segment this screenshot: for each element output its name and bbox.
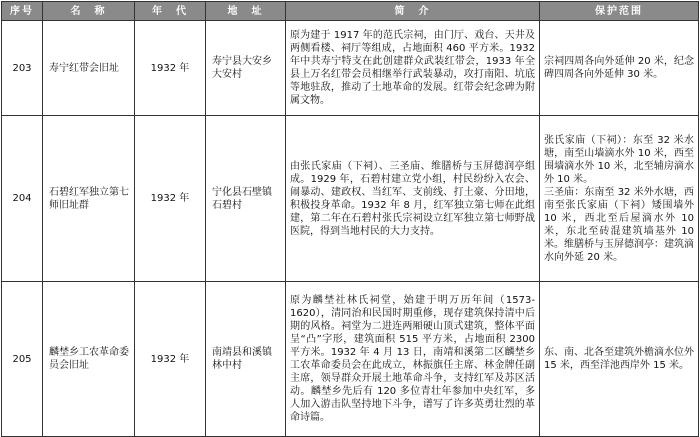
row-name: 石碧红军独立第七师旧址群 (43, 116, 135, 282)
row-name: 寿宁红带会旧址 (43, 21, 135, 116)
row-address: 南靖县和溪镇林中村 (206, 282, 286, 437)
protection-text: 三圣庙：东南至 32 米外水塘，西南至张氏家庙（下祠）矮围墙外 10 米，西北至后屋滴水外 10 米，东北至砖混建筑墙基外 10 米。维膳桥与玉屏德润亭：建筑滴水向外延 20 米。 (544, 186, 694, 263)
row-protection (540, 282, 699, 437)
header-name: 名 称 (43, 2, 135, 21)
row-no: 204 (2, 116, 43, 282)
row-no: 205 (2, 282, 43, 437)
protection-text: 张氏家庙（下祠）：东至 32 米水塘，南至山墙滴水外 10 米，西至围墙滴水外 10 米，北至辅房滴水外 10 米。 (544, 134, 694, 185)
table-row (2, 21, 699, 116)
row-intro: 原为麟埜社林氏祠堂，始建于明万历年间（1573-1620），清同治和民国时期重修，现存建筑保持清中后期的风格。祠堂为二进连两厢硬山顶式建筑，整体平面呈“凸”字形，建筑面积 515 平方米，占地面积 2300 平方米。1932 年 4 月 13 日，南靖和溪第二区麟埜乡工农革命委员会在此成立，林振旗任主席、林金牌任副主席，领导群众开展土地革命斗争，支持红军及苏区活动。麟埜乡先后有 120 多位青壮年参加中央红军，多人加入游击队坚持地下斗争，谱写了许多英勇壮烈的革命诗篇。 (286, 282, 540, 437)
header-address: 地 址 (206, 2, 286, 21)
row-no: 203 (2, 21, 43, 116)
header-no: 序号 (2, 2, 43, 21)
header-era: 年 代 (135, 2, 206, 21)
row-era: 1932 年 (135, 21, 206, 116)
header-intro: 简 介 (286, 2, 540, 21)
row-intro: 由张氏家庙（下祠）、三圣庙、维膳桥与玉屏德润亭组成。1929 年，石碧村建立党小组，村民纷纷入农会、闹暴动、建政权、当红军、支前线、打土豪、分田地，积极投身革命。1932 年 8 月，红军独立第七师在此组建，第二年在石碧村张氏宗祠设立红军独立第七师野战医院，得到当地村民的大力支持。 (286, 116, 540, 282)
row-address: 宁化县石壁镇石碧村 (206, 116, 286, 282)
header-protection: 保护范围 (540, 2, 699, 21)
table-row (2, 116, 699, 282)
row-address: 寿宁县大安乡大安村 (206, 21, 286, 116)
protection-text: 宗祠四周各向外延伸 20 米，纪念碑四周各向外延伸 30 米。 (544, 56, 694, 80)
table-row (2, 282, 699, 437)
header-row (2, 2, 699, 21)
heritage-table (1, 1, 699, 437)
row-protection (540, 116, 699, 282)
row-intro: 原为建于 1917 年的范氏宗祠，由门厅、戏台、天井及两侧看楼、祠厅等组成，占地面积 460 平方米。1932 年中共寿宁特支在此创建群众武装红带会，1933 年全县上万名红带会员相继举行武装暴动，攻打南阳、坑底等地驻敌，推动了土地革命的发展。红带会纪念碑为附属文物。 (286, 21, 540, 116)
row-protection (540, 21, 699, 116)
row-era: 1932 年 (135, 116, 206, 282)
row-era: 1932 年 (135, 282, 206, 437)
protection-text: 东、南、北各至建筑外檐滴水位外 15 米，西至洋池西岸外 15 米。 (544, 347, 694, 371)
row-name: 麟埜乡工农革命委员会旧址 (43, 282, 135, 437)
